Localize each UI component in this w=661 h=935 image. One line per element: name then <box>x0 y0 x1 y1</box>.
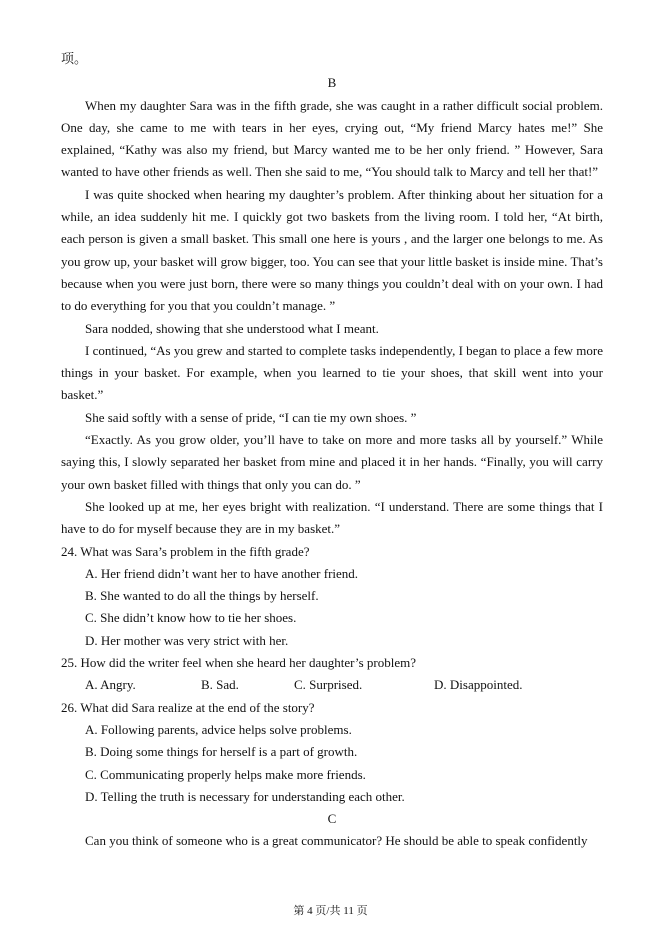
section-b-label: B <box>327 75 337 91</box>
passage-paragraph-3: Sara nodded, showing that she understood what I meant. <box>85 320 379 336</box>
question-stem: 25. How did the writer feel when she heard her daughter’s problem? <box>61 655 416 671</box>
question-stem: 26. What did Sara realize at the end of the story? <box>61 699 315 715</box>
question-24 <box>61 541 603 652</box>
section-c-first-line: Can you think of someone who is a great communicator? He should be able to speak confidently <box>85 833 588 849</box>
answer-option: C. Communicating properly helps make more friends. <box>85 766 366 782</box>
answer-option: B. Sad. <box>201 677 239 693</box>
passage-paragraph-2: I was quite shocked when hearing my daughter’s problem. After thinking about her situation for a while, an idea suddenly hit me. I quickly got two baskets from the living room. I told her, “At birth, each person is given a small basket. This small one here is yours , and the larger one belongs to me. As you grow up, your basket will grow bigger, too. You can see that your little basket is inside mine. That’s because when you were just born, there were so many things you couldn’t deal with on your own. I had to do everything for you that you couldn’t manage. ” <box>61 186 603 314</box>
answer-option: B. Doing some things for herself is a part of growth. <box>85 744 358 760</box>
answer-option: A. Angry. <box>85 677 136 693</box>
passage-paragraph-5: She said softly with a sense of pride, “I can tie my own shoes. ” <box>85 409 417 425</box>
answer-option: C. She didn’t know how to tie her shoes. <box>85 610 297 626</box>
question-25 <box>61 652 603 697</box>
document-page <box>61 48 603 853</box>
header-fragment: 项。 <box>61 51 88 66</box>
answer-option: D. Disappointed. <box>434 677 523 693</box>
passage-paragraph-7: She looked up at me, her eyes bright with realization. “I understand. There are some things that I have to do for myself because they are in my basket.” <box>61 498 603 537</box>
passage-paragraph-4: I continued, “As you grew and started to complete tasks independently, I began to place a few more things in your basket. For example, when you learned to tie your shoes, that skill went into your basket.” <box>61 342 603 403</box>
passage-paragraph-1: When my daughter Sara was in the fifth grade, she was caught in a rather difficult social problem. One day, she came to me with tears in her eyes, crying out, “My friend Marcy hates me!” She explained, “Kathy was also my friend, but Marcy wanted me to be her only friend. ” However, Sara wanted to have other friends as well. Then she said to me, “You should talk to Marcy and tell her that!” <box>61 97 603 180</box>
answer-option: A. Following parents, advice helps solve problems. <box>85 721 352 737</box>
passage-paragraph-6: “Exactly. As you grow older, you’ll have to take on more and more tasks all by yourself.” While saying this, I slowly separated her basket from mine and placed it in her hands. “Finally, you will carry your own basket filled with things that only you can do. ” <box>61 432 603 492</box>
answer-option: C. Surprised. <box>294 677 363 693</box>
answer-option: B. She wanted to do all the things by herself. <box>85 588 319 604</box>
answer-option: D. Telling the truth is necessary for understanding each other. <box>85 788 405 804</box>
answer-options-row <box>61 674 603 696</box>
answer-option: D. Her mother was very strict with her. <box>85 632 289 648</box>
page-footer: 第 4 页/共 11 页 <box>293 905 368 917</box>
section-c-label: C <box>327 811 337 827</box>
question-26 <box>61 697 603 808</box>
answer-option: A. Her friend didn’t want her to have another friend. <box>85 565 359 581</box>
question-stem: 24. What was Sara’s problem in the fifth grade? <box>61 543 310 559</box>
